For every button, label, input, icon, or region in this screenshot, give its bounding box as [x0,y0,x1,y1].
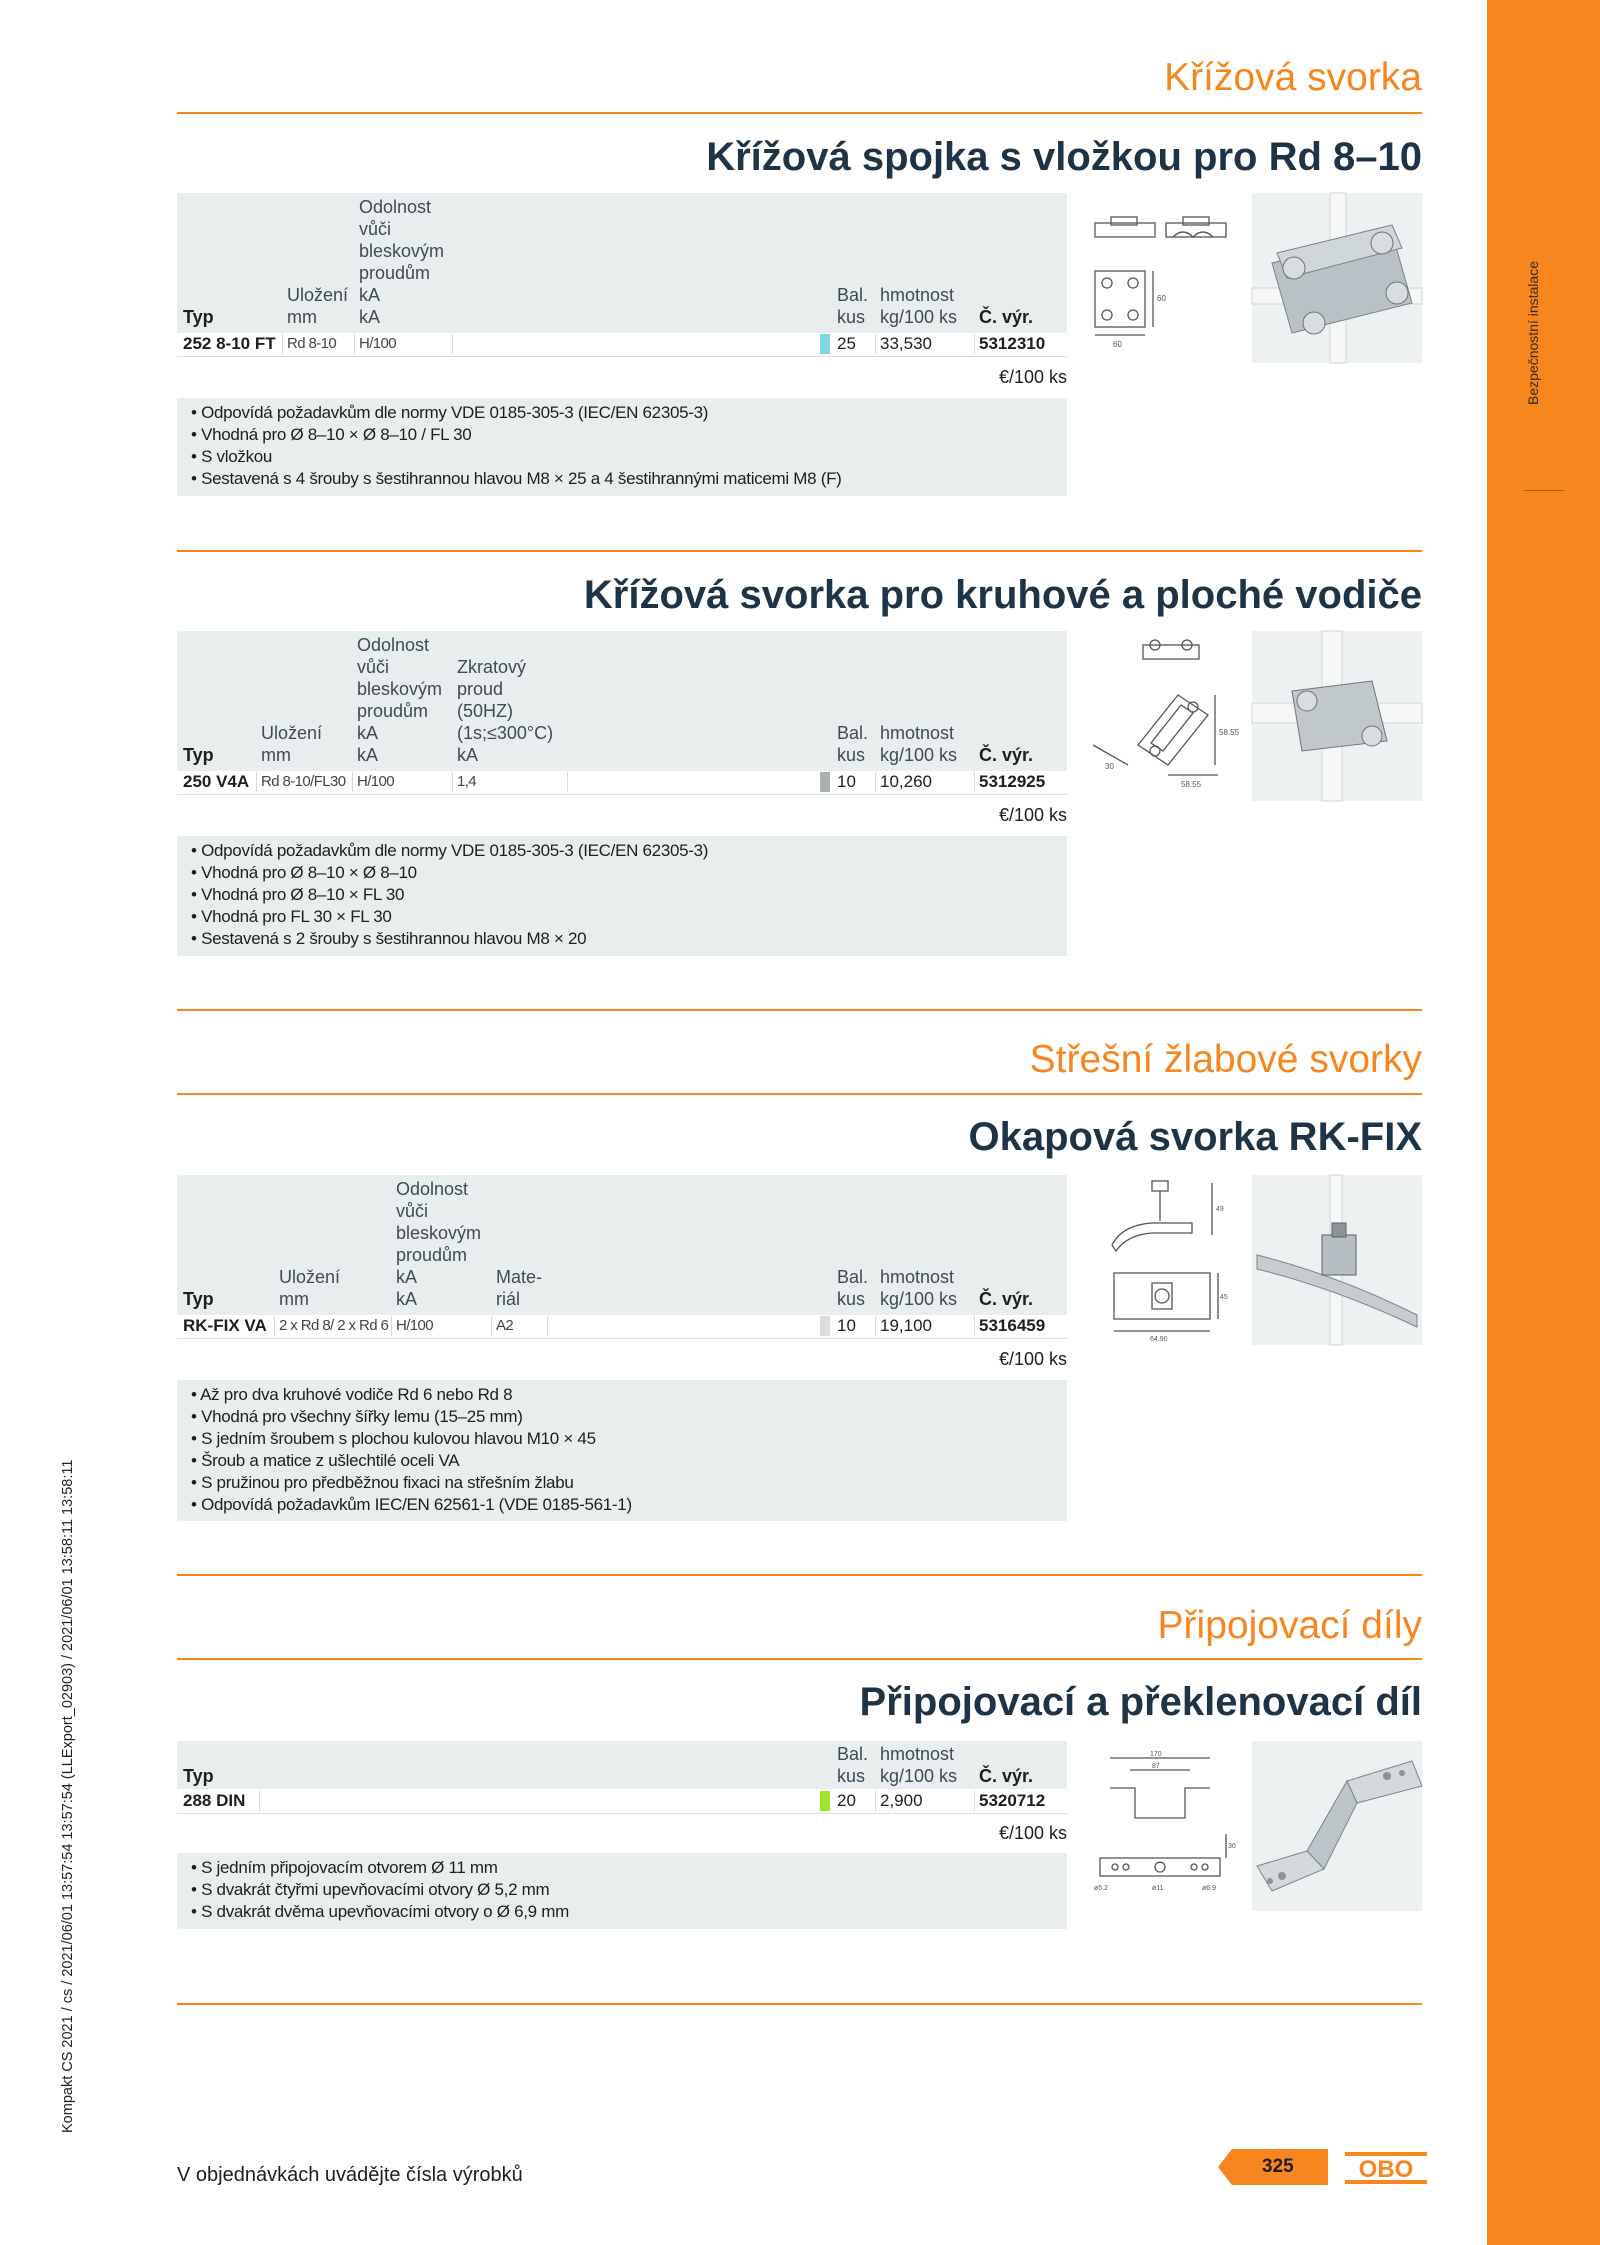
feature-item: • S jedním připojovacím otvorem Ø 11 mm [191,1858,498,1877]
section-divider [177,1658,1422,1660]
cell-hmotnost: 2,900 [880,1791,923,1810]
cell-hmotnost: 10,260 [880,772,932,791]
header-bal: Bal. kus [837,1267,869,1309]
svg-text:60: 60 [1113,340,1122,349]
product-photo [1252,1741,1422,1911]
cell-cislo-vyrobku: 5312310 [979,334,1046,353]
price-unit: €/100 ks [998,1349,1067,1369]
cell-hmotnost: 33,530 [880,334,932,353]
technical-drawing [1100,1175,1230,1355]
header-ulozeni: Uložení mm [287,285,349,327]
product-title: Připojovací a překlenovací díl [859,1680,1422,1724]
cell-hmotnost: 19,100 [880,1316,932,1335]
feature-item: • Vhodná pro všechny šířky lemu (15–25 mm) [191,1407,523,1426]
svg-text:ø6.9: ø6.9 [1202,1885,1217,1892]
header-odolnost: Odolnost vůči bleskovým proudům kA kA [357,635,443,765]
cell-ulozeni: Rd 8-10/FL30 [261,773,346,790]
svg-text:170: 170 [1150,1751,1162,1758]
feature-item: • Sestavená s 4 šrouby s šestihrannou hlavou M8 × 25 a 4 šestihrannými maticemi M8 (F) [191,469,842,488]
product-photo [1252,631,1422,801]
cell-zkratovy-proud: 1,4 [457,773,477,790]
feature-item: • Odpovídá požadavkům IEC/EN 62561-1 (VDE 0185-561-1) [191,1495,632,1514]
header-typ: Typ [183,307,214,327]
svg-text:58.55: 58.55 [1181,780,1202,789]
section-heading-stresni-zlabove-svorky: Střešní žlabové svorky [1029,1038,1422,1081]
cell-typ: 288 DIN [183,1791,246,1810]
footer-note: V objednávkách uvádějte čísla výrobků [177,2164,523,2186]
section-divider [177,1093,1422,1095]
cell-cislo-vyrobku: 5320712 [979,1791,1046,1810]
table-header [177,631,1067,771]
header-odolnost: Odolnost vůči bleskovým proudům kA kA [396,1179,482,1309]
table-header [177,193,1067,333]
cell-bal: 10 [837,772,856,791]
header-cislo-vyrobku: Č. výr. [979,1766,1034,1786]
svg-text:ø11: ø11 [1152,1885,1164,1892]
header-ulozeni: Uložení mm [261,723,323,765]
feature-item: • Odpovídá požadavkům dle normy VDE 0185-305-3 (IEC/EN 62305-3) [191,841,709,860]
color-swatch [820,1316,830,1336]
cell-odolnost: H/100 [357,773,395,790]
header-cislo-vyrobku: Č. výr. [979,307,1034,327]
cell-odolnost: H/100 [359,335,397,352]
color-swatch [820,772,830,792]
svg-text:60: 60 [1157,294,1166,303]
price-unit: €/100 ks [998,1823,1067,1843]
cell-bal: 10 [837,1316,856,1335]
header-typ: Typ [183,1289,214,1309]
obo-logo [1345,2150,1427,2191]
header-typ: Typ [183,745,214,765]
table-row [177,332,1067,356]
section-divider [177,1009,1422,1011]
feature-list [177,1380,1067,1521]
header-ulozeni: Uložení mm [279,1267,341,1309]
svg-text:87: 87 [1152,1763,1160,1770]
header-hmotnost: hmotnost kg/100 ks [880,723,958,765]
sidebar-divider [1524,490,1564,491]
header-zkratovy-proud: Zkratový proud (50HZ) (1s;≤300°C) kA [457,657,554,765]
feature-item: • Vhodná pro Ø 8–10 × FL 30 [191,885,405,904]
feature-list [177,836,1067,956]
product-title: Křížová spojka s vložkou pro Rd 8–10 [706,135,1422,179]
section-heading-krizova-svorka: Křížová svorka [1164,56,1422,99]
section-divider [177,2003,1422,2005]
header-hmotnost: hmotnost kg/100 ks [880,1267,958,1309]
feature-item: • S pružinou pro předběžnou fixaci na střešním žlabu [191,1473,574,1492]
feature-item: • Vhodná pro Ø 8–10 × Ø 8–10 / FL 30 [191,425,472,444]
feature-item: • S dvakrát čtyřmi upevňovacími otvory Ø 5,2 mm [191,1880,550,1899]
technical-drawing [1083,193,1233,353]
cell-typ: 252 8-10 FT [183,334,276,353]
color-swatch [820,1791,830,1811]
table-row [177,1789,1067,1813]
cell-typ: 250 V4A [183,772,250,791]
page-number: 325 [1262,2156,1294,2177]
price-unit: €/100 ks [998,367,1067,387]
cell-cislo-vyrobku: 5312925 [979,772,1046,791]
product-photo [1252,1175,1422,1345]
svg-text:49: 49 [1216,1206,1224,1213]
product-photo [1252,193,1422,363]
price-unit: €/100 ks [998,805,1067,825]
svg-text:OBO: OBO [1358,2156,1414,2183]
cell-bal: 20 [837,1791,856,1810]
svg-text:30: 30 [1105,762,1114,771]
section-heading-pripojovaci-dily: Připojovací díly [1157,1604,1422,1647]
table-row [177,770,1067,794]
header-material: Mate- riál [496,1267,543,1309]
sidebar-label: Bezpečnostní instalace [1525,261,1541,405]
cell-typ: RK-FIX VA [183,1316,267,1335]
cell-odolnost: H/100 [396,1317,434,1334]
feature-item: • Sestavená s 2 šrouby s šestihrannou hlavou M8 × 20 [191,929,587,948]
cell-bal: 25 [837,334,856,353]
color-swatch [820,334,830,354]
svg-text:45: 45 [1220,1294,1228,1301]
header-hmotnost: hmotnost kg/100 ks [880,1744,958,1786]
svg-text:30: 30 [1228,1843,1236,1850]
technical-drawing [1090,1748,1235,1898]
table-row [177,1314,1067,1338]
product-title: Křížová svorka pro kruhové a ploché vodiče [583,573,1422,617]
feature-item: • Vhodná pro Ø 8–10 × Ø 8–10 [191,863,417,882]
feature-item: • S jedním šroubem s plochou kulovou hlavou M10 × 45 [191,1429,596,1448]
feature-item: • Až pro dva kruhové vodiče Rd 6 nebo Rd 8 [191,1385,513,1404]
feature-item: • Vhodná pro FL 30 × FL 30 [191,907,392,926]
header-typ: Typ [183,1766,214,1786]
product-title: Okapová svorka RK-FIX [968,1115,1422,1159]
cell-cislo-vyrobku: 5316459 [979,1316,1046,1335]
header-cislo-vyrobku: Č. výr. [979,745,1034,765]
technical-drawing [1083,635,1240,795]
feature-item: • S dvakrát dvěma upevňovacími otvory o Ø 6,9 mm [191,1902,569,1921]
section-divider [177,1574,1422,1576]
section-divider [177,550,1422,552]
header-bal: Bal. kus [837,1744,869,1786]
header-bal: Bal. kus [837,285,869,327]
cell-material: A2 [496,1317,514,1334]
feature-item: • Šroub a matice z ušlechtilé oceli VA [191,1451,460,1470]
header-hmotnost: hmotnost kg/100 ks [880,285,958,327]
svg-text:58.55: 58.55 [1219,728,1240,737]
section-divider [177,112,1422,114]
feature-item: • S vložkou [191,447,273,466]
header-odolnost: Odolnost vůči bleskovým proudům kA kA [359,197,445,327]
cell-ulozeni: Rd 8-10 [287,335,337,352]
header-cislo-vyrobku: Č. výr. [979,1289,1034,1309]
print-meta: Kompakt CS 2021 / cs / 2021/06/01 13:57:54 13:57:54 (LLExport_02903) / 2021/06/01 13:58:11 13:58:11 [60,1459,76,2133]
table-header [177,1741,1067,1789]
svg-text:64.90: 64.90 [1150,1336,1168,1343]
feature-item: • Odpovídá požadavkům dle normy VDE 0185-305-3 (IEC/EN 62305-3) [191,403,709,422]
header-bal: Bal. kus [837,723,869,765]
feature-list [177,398,1067,496]
feature-list [177,1853,1067,1929]
sidebar-tab [1487,0,1600,2245]
svg-text:ø5.2: ø5.2 [1094,1885,1109,1892]
table-header [177,1175,1067,1315]
cell-ulozeni: 2 x Rd 8/ 2 x Rd 6 [279,1317,389,1334]
